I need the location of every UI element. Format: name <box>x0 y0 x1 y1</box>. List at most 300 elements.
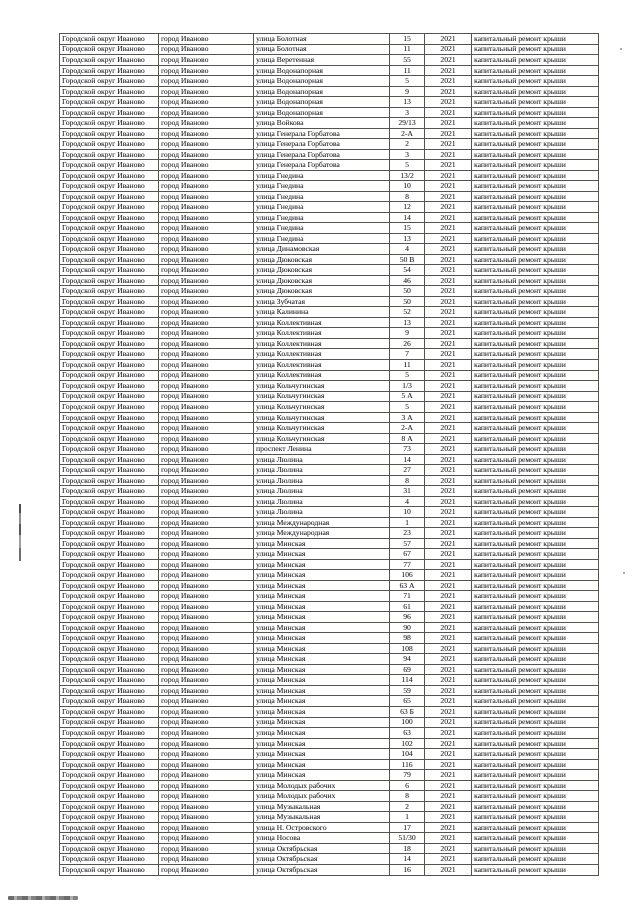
cell-year: 2021 <box>425 707 472 718</box>
cell-district: Городской округ Иваново <box>60 391 159 402</box>
cell-house-number: 23 <box>390 528 425 539</box>
cell-street: улица Музыкальная <box>254 801 390 812</box>
cell-house-number: 69 <box>390 664 425 675</box>
cell-year: 2021 <box>425 212 472 223</box>
cell-city: город Иваново <box>159 664 254 675</box>
cell-street: улица Октябрьская <box>254 854 390 865</box>
cell-work-type: капитальный ремонт крыши <box>472 717 599 728</box>
cell-city: город Иваново <box>159 486 254 497</box>
cell-street: улица Коллективная <box>254 328 390 339</box>
cell-year: 2021 <box>425 254 472 265</box>
cell-district: Городской округ Иваново <box>60 402 159 413</box>
cell-year: 2021 <box>425 643 472 654</box>
table-row <box>60 349 599 360</box>
cell-street: улица Н. Островского <box>254 822 390 833</box>
table-row <box>60 486 599 497</box>
cell-house-number: 14 <box>390 212 425 223</box>
cell-house-number: 2-А <box>390 128 425 139</box>
cell-year: 2021 <box>425 549 472 560</box>
cell-house-number: 1 <box>390 812 425 823</box>
cell-work-type: капитальный ремонт крыши <box>472 359 599 370</box>
cell-year: 2021 <box>425 717 472 728</box>
cell-city: город Иваново <box>159 675 254 686</box>
cell-work-type: капитальный ремонт крыши <box>472 843 599 854</box>
table-row <box>60 854 599 865</box>
table-row <box>60 570 599 581</box>
table-row <box>60 749 599 760</box>
cell-city: город Иваново <box>159 97 254 108</box>
cell-city: город Иваново <box>159 402 254 413</box>
table-row <box>60 139 599 150</box>
cell-street: улица Носова <box>254 833 390 844</box>
cell-district: Городской округ Иваново <box>60 381 159 392</box>
cell-city: город Иваново <box>159 86 254 97</box>
cell-work-type: капитальный ремонт крыши <box>472 349 599 360</box>
cell-house-number: 26 <box>390 338 425 349</box>
cell-year: 2021 <box>425 833 472 844</box>
cell-district: Городской округ Иваново <box>60 328 159 339</box>
cell-house-number: 57 <box>390 538 425 549</box>
cell-house-number: 13/2 <box>390 170 425 181</box>
cell-street: улица Люлина <box>254 486 390 497</box>
cell-house-number: 17 <box>390 822 425 833</box>
cell-street: улица Минская <box>254 591 390 602</box>
cell-district: Городской округ Иваново <box>60 749 159 760</box>
cell-street: улица Водонапорная <box>254 97 390 108</box>
cell-house-number: 51/30 <box>390 833 425 844</box>
cell-city: город Иваново <box>159 244 254 255</box>
cell-district: Городской округ Иваново <box>60 65 159 76</box>
cell-district: Городской округ Иваново <box>60 833 159 844</box>
cell-year: 2021 <box>425 286 472 297</box>
cell-street: улица Болотная <box>254 34 390 45</box>
cell-street: улица Минская <box>254 696 390 707</box>
table-row <box>60 454 599 465</box>
cell-city: город Иваново <box>159 412 254 423</box>
cell-year: 2021 <box>425 822 472 833</box>
table-row <box>60 675 599 686</box>
cell-house-number: 16 <box>390 864 425 875</box>
cell-city: город Иваново <box>159 822 254 833</box>
cell-district: Городской округ Иваново <box>60 643 159 654</box>
cell-district: Городской округ Иваново <box>60 717 159 728</box>
cell-year: 2021 <box>425 181 472 192</box>
table-row <box>60 770 599 781</box>
table-row <box>60 328 599 339</box>
cell-work-type: капитальный ремонт крыши <box>472 338 599 349</box>
cell-street: улица Гнедина <box>254 191 390 202</box>
cell-city: город Иваново <box>159 812 254 823</box>
cell-city: город Иваново <box>159 76 254 87</box>
cell-city: город Иваново <box>159 34 254 45</box>
cell-district: Городской округ Иваново <box>60 233 159 244</box>
cell-district: Городской округ Иваново <box>60 454 159 465</box>
cell-district: Городской округ Иваново <box>60 633 159 644</box>
cell-house-number: 5 <box>390 370 425 381</box>
cell-city: город Иваново <box>159 496 254 507</box>
cell-work-type: капитальный ремонт крыши <box>472 244 599 255</box>
cell-district: Городской округ Иваново <box>60 475 159 486</box>
cell-work-type: капитальный ремонт крыши <box>472 833 599 844</box>
cell-city: город Иваново <box>159 381 254 392</box>
cell-street: улица Минская <box>254 728 390 739</box>
table-row <box>60 444 599 455</box>
cell-district: Городской округ Иваново <box>60 728 159 739</box>
cell-house-number: 3 А <box>390 412 425 423</box>
cell-work-type: капитальный ремонт крыши <box>472 107 599 118</box>
cell-house-number: 11 <box>390 359 425 370</box>
cell-house-number: 5 А <box>390 391 425 402</box>
cell-year: 2021 <box>425 528 472 539</box>
cell-house-number: 9 <box>390 86 425 97</box>
cell-house-number: 46 <box>390 275 425 286</box>
cell-house-number: 15 <box>390 223 425 234</box>
cell-district: Городской округ Иваново <box>60 843 159 854</box>
cell-year: 2021 <box>425 265 472 276</box>
cell-work-type: капитальный ремонт крыши <box>472 496 599 507</box>
cell-street: улица Молодых рабочих <box>254 780 390 791</box>
cell-year: 2021 <box>425 559 472 570</box>
cell-year: 2021 <box>425 696 472 707</box>
scan-artifact-smudge <box>8 896 78 900</box>
cell-year: 2021 <box>425 55 472 66</box>
table-row <box>60 412 599 423</box>
cell-work-type: капитальный ремонт крыши <box>472 191 599 202</box>
cell-city: город Иваново <box>159 328 254 339</box>
cell-work-type: капитальный ремонт крыши <box>472 538 599 549</box>
table-row <box>60 254 599 265</box>
cell-year: 2021 <box>425 223 472 234</box>
cell-city: город Иваново <box>159 118 254 129</box>
cell-district: Городской округ Иваново <box>60 254 159 265</box>
cell-work-type: капитальный ремонт крыши <box>472 738 599 749</box>
cell-city: город Иваново <box>159 254 254 265</box>
cell-year: 2021 <box>425 654 472 665</box>
cell-city: город Иваново <box>159 233 254 244</box>
cell-district: Городской округ Иваново <box>60 517 159 528</box>
cell-city: город Иваново <box>159 349 254 360</box>
cell-district: Городской округ Иваново <box>60 128 159 139</box>
cell-year: 2021 <box>425 612 472 623</box>
cell-street: улица Минская <box>254 570 390 581</box>
table-row <box>60 843 599 854</box>
cell-year: 2021 <box>425 738 472 749</box>
cell-house-number: 27 <box>390 465 425 476</box>
cell-street: улица Люлина <box>254 496 390 507</box>
cell-year: 2021 <box>425 359 472 370</box>
cell-year: 2021 <box>425 307 472 318</box>
cell-city: город Иваново <box>159 44 254 55</box>
cell-city: город Иваново <box>159 265 254 276</box>
cell-city: город Иваново <box>159 212 254 223</box>
cell-district: Городской округ Иваново <box>60 34 159 45</box>
cell-year: 2021 <box>425 622 472 633</box>
table-row <box>60 244 599 255</box>
cell-work-type: капитальный ремонт крыши <box>472 128 599 139</box>
cell-district: Городской округ Иваново <box>60 307 159 318</box>
table-row <box>60 433 599 444</box>
cell-city: город Иваново <box>159 55 254 66</box>
cell-district: Городской округ Иваново <box>60 696 159 707</box>
cell-year: 2021 <box>425 664 472 675</box>
cell-street: улица Водонапорная <box>254 65 390 76</box>
cell-street: улица Войкова <box>254 118 390 129</box>
cell-year: 2021 <box>425 728 472 739</box>
cell-street: улица Минская <box>254 559 390 570</box>
cell-district: Городской округ Иваново <box>60 685 159 696</box>
cell-street: улица Коллективная <box>254 338 390 349</box>
cell-house-number: 61 <box>390 601 425 612</box>
cell-district: Городской округ Иваново <box>60 465 159 476</box>
cell-work-type: капитальный ремонт крыши <box>472 317 599 328</box>
cell-year: 2021 <box>425 433 472 444</box>
table-row <box>60 654 599 665</box>
table-row <box>60 381 599 392</box>
cell-district: Городской округ Иваново <box>60 854 159 865</box>
cell-district: Городской округ Иваново <box>60 822 159 833</box>
cell-house-number: 63 <box>390 728 425 739</box>
cell-house-number: 15 <box>390 34 425 45</box>
cell-work-type: капитальный ремонт крыши <box>472 749 599 760</box>
cell-work-type: капитальный ремонт крыши <box>472 265 599 276</box>
cell-city: город Иваново <box>159 433 254 444</box>
cell-year: 2021 <box>425 507 472 518</box>
cell-work-type: капитальный ремонт крыши <box>472 118 599 129</box>
cell-work-type: капитальный ремонт крыши <box>472 381 599 392</box>
cell-year: 2021 <box>425 391 472 402</box>
cell-work-type: капитальный ремонт крыши <box>472 444 599 455</box>
cell-year: 2021 <box>425 517 472 528</box>
table-row <box>60 170 599 181</box>
cell-district: Городской округ Иваново <box>60 181 159 192</box>
cell-work-type: капитальный ремонт крыши <box>472 791 599 802</box>
table-row <box>60 780 599 791</box>
cell-work-type: капитальный ремонт крыши <box>472 759 599 770</box>
table-row <box>60 591 599 602</box>
cell-district: Городской округ Иваново <box>60 675 159 686</box>
cell-year: 2021 <box>425 601 472 612</box>
cell-work-type: капитальный ремонт крыши <box>472 664 599 675</box>
table-row <box>60 202 599 213</box>
cell-street: улица Кольчугинская <box>254 381 390 392</box>
repair-table <box>59 33 599 876</box>
table-row <box>60 685 599 696</box>
table-row <box>60 507 599 518</box>
cell-house-number: 90 <box>390 622 425 633</box>
cell-house-number: 106 <box>390 570 425 581</box>
cell-city: город Иваново <box>159 601 254 612</box>
cell-city: город Иваново <box>159 654 254 665</box>
cell-street: улица Минская <box>254 770 390 781</box>
cell-city: город Иваново <box>159 370 254 381</box>
cell-city: город Иваново <box>159 170 254 181</box>
cell-district: Городской округ Иваново <box>60 212 159 223</box>
cell-work-type: капитальный ремонт крыши <box>472 286 599 297</box>
table-row <box>60 833 599 844</box>
cell-city: город Иваново <box>159 275 254 286</box>
cell-street: улица Международная <box>254 517 390 528</box>
table-row <box>60 538 599 549</box>
cell-street: улица Минская <box>254 664 390 675</box>
cell-year: 2021 <box>425 128 472 139</box>
cell-street: улица Минская <box>254 633 390 644</box>
cell-year: 2021 <box>425 812 472 823</box>
scan-artifact-vertical-line <box>19 504 21 561</box>
cell-street: улица Веретенная <box>254 55 390 66</box>
cell-street: улица Музыкальная <box>254 812 390 823</box>
cell-work-type: капитальный ремонт крыши <box>472 223 599 234</box>
cell-work-type: капитальный ремонт крыши <box>472 707 599 718</box>
cell-house-number: 8 <box>390 791 425 802</box>
scan-speck <box>620 48 622 50</box>
table-row <box>60 465 599 476</box>
cell-house-number: 1 <box>390 517 425 528</box>
table-row <box>60 149 599 160</box>
cell-year: 2021 <box>425 44 472 55</box>
cell-work-type: капитальный ремонт крыши <box>472 633 599 644</box>
cell-work-type: капитальный ремонт крыши <box>472 612 599 623</box>
cell-district: Городской округ Иваново <box>60 507 159 518</box>
table-row <box>60 76 599 87</box>
cell-work-type: капитальный ремонт крыши <box>472 854 599 865</box>
cell-district: Городской округ Иваново <box>60 770 159 781</box>
cell-year: 2021 <box>425 139 472 150</box>
cell-district: Городской округ Иваново <box>60 139 159 150</box>
cell-work-type: капитальный ремонт крыши <box>472 559 599 570</box>
cell-street: улица Генерала Горбатова <box>254 149 390 160</box>
cell-work-type: капитальный ремонт крыши <box>472 391 599 402</box>
cell-city: город Иваново <box>159 738 254 749</box>
cell-house-number: 94 <box>390 654 425 665</box>
cell-city: город Иваново <box>159 791 254 802</box>
cell-house-number: 5 <box>390 402 425 413</box>
cell-work-type: капитальный ремонт крыши <box>472 696 599 707</box>
cell-street: улица Гнедина <box>254 212 390 223</box>
cell-district: Городской округ Иваново <box>60 486 159 497</box>
table-row <box>60 118 599 129</box>
cell-house-number: 63 А <box>390 580 425 591</box>
cell-city: город Иваново <box>159 728 254 739</box>
cell-work-type: капитальный ремонт крыши <box>472 170 599 181</box>
table-row <box>60 212 599 223</box>
cell-street: улица Дюковская <box>254 286 390 297</box>
cell-city: город Иваново <box>159 538 254 549</box>
table-row <box>60 812 599 823</box>
cell-work-type: капитальный ремонт крыши <box>472 528 599 539</box>
cell-city: город Иваново <box>159 128 254 139</box>
cell-work-type: капитальный ремонт крыши <box>472 580 599 591</box>
cell-street: улица Коллективная <box>254 370 390 381</box>
repair-table-body <box>60 34 599 876</box>
cell-street: улица Кольчугинская <box>254 412 390 423</box>
cell-district: Городской округ Иваново <box>60 286 159 297</box>
cell-city: город Иваново <box>159 696 254 707</box>
cell-district: Городской округ Иваново <box>60 55 159 66</box>
table-row <box>60 696 599 707</box>
cell-year: 2021 <box>425 170 472 181</box>
cell-house-number: 104 <box>390 749 425 760</box>
cell-city: город Иваново <box>159 423 254 434</box>
cell-house-number: 73 <box>390 444 425 455</box>
cell-city: город Иваново <box>159 591 254 602</box>
cell-year: 2021 <box>425 801 472 812</box>
cell-district: Городской округ Иваново <box>60 601 159 612</box>
cell-work-type: капитальный ремонт крыши <box>472 591 599 602</box>
cell-work-type: капитальный ремонт крыши <box>472 139 599 150</box>
cell-city: город Иваново <box>159 759 254 770</box>
cell-year: 2021 <box>425 244 472 255</box>
table-row <box>60 65 599 76</box>
cell-district: Городской округ Иваново <box>60 538 159 549</box>
cell-work-type: капитальный ремонт крыши <box>472 517 599 528</box>
cell-street: улица Минская <box>254 538 390 549</box>
cell-city: город Иваново <box>159 643 254 654</box>
cell-district: Городской округ Иваново <box>60 812 159 823</box>
cell-year: 2021 <box>425 465 472 476</box>
cell-house-number: 11 <box>390 44 425 55</box>
table-row <box>60 44 599 55</box>
cell-district: Городской округ Иваново <box>60 412 159 423</box>
cell-year: 2021 <box>425 118 472 129</box>
cell-city: город Иваново <box>159 296 254 307</box>
cell-work-type: капитальный ремонт крыши <box>472 181 599 192</box>
cell-house-number: 8 <box>390 191 425 202</box>
table-row <box>60 822 599 833</box>
cell-street: улица Дюковская <box>254 275 390 286</box>
cell-house-number: 3 <box>390 149 425 160</box>
scan-speck <box>623 572 625 574</box>
cell-house-number: 1/3 <box>390 381 425 392</box>
cell-district: Городской округ Иваново <box>60 370 159 381</box>
table-row <box>60 738 599 749</box>
table-row <box>60 728 599 739</box>
cell-year: 2021 <box>425 338 472 349</box>
cell-year: 2021 <box>425 76 472 87</box>
cell-house-number: 50 В <box>390 254 425 265</box>
cell-city: город Иваново <box>159 507 254 518</box>
cell-street: улица Люлина <box>254 454 390 465</box>
table-row <box>60 265 599 276</box>
cell-city: город Иваново <box>159 149 254 160</box>
cell-city: город Иваново <box>159 528 254 539</box>
cell-year: 2021 <box>425 370 472 381</box>
cell-work-type: капитальный ремонт крыши <box>472 402 599 413</box>
table-row <box>60 517 599 528</box>
cell-city: город Иваново <box>159 633 254 644</box>
cell-work-type: капитальный ремонт крыши <box>472 454 599 465</box>
cell-work-type: капитальный ремонт крыши <box>472 307 599 318</box>
table-row <box>60 107 599 118</box>
cell-city: город Иваново <box>159 475 254 486</box>
cell-work-type: капитальный ремонт крыши <box>472 212 599 223</box>
cell-year: 2021 <box>425 423 472 434</box>
cell-work-type: капитальный ремонт крыши <box>472 822 599 833</box>
cell-district: Городской округ Иваново <box>60 707 159 718</box>
cell-house-number: 4 <box>390 496 425 507</box>
cell-house-number: 102 <box>390 738 425 749</box>
cell-street: улица Дюковская <box>254 265 390 276</box>
cell-district: Городской округ Иваново <box>60 191 159 202</box>
cell-district: Городской округ Иваново <box>60 349 159 360</box>
table-row <box>60 370 599 381</box>
table-row <box>60 759 599 770</box>
cell-district: Городской округ Иваново <box>60 275 159 286</box>
cell-district: Городской округ Иваново <box>60 559 159 570</box>
table-row <box>60 580 599 591</box>
table-row <box>60 233 599 244</box>
cell-district: Городской округ Иваново <box>60 423 159 434</box>
cell-house-number: 13 <box>390 233 425 244</box>
